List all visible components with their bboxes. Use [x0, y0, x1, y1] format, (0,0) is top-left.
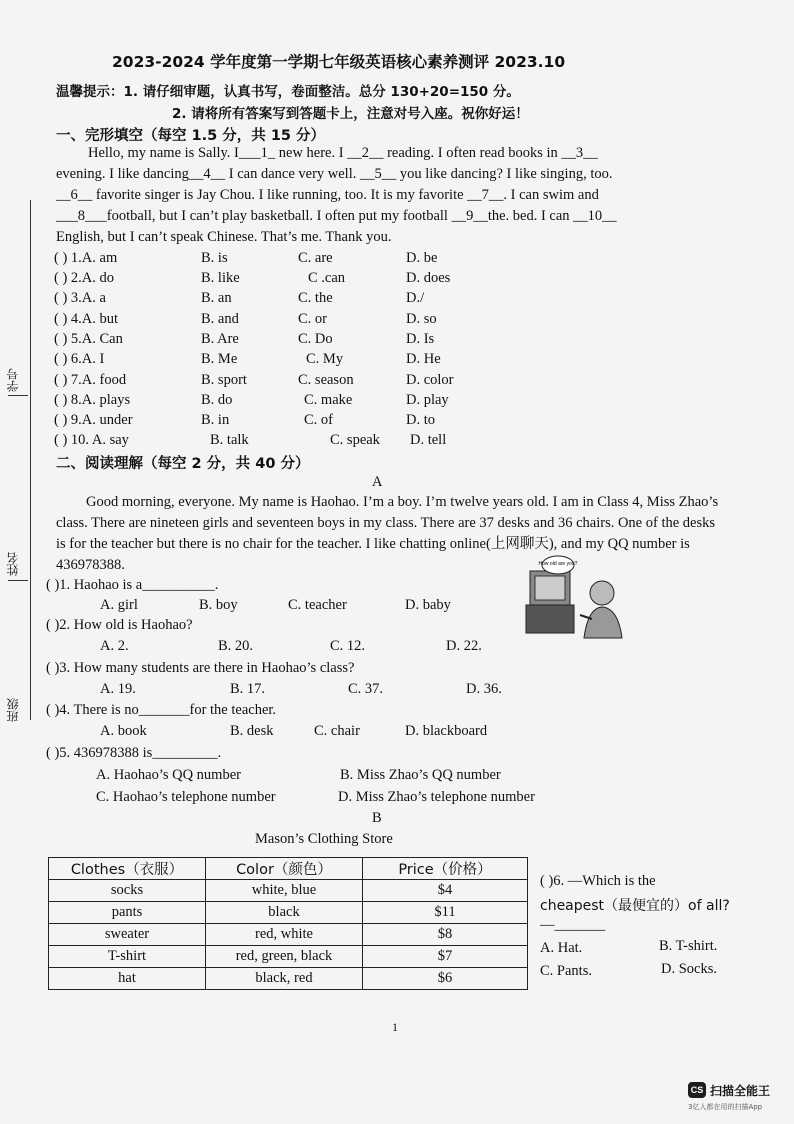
reading-q5-b: B. Miss Zhao’s QQ number [340, 767, 501, 783]
cloze-q6-c: C. My [306, 351, 344, 367]
reading-q3-c: C. 37. [348, 681, 384, 697]
cloze-q10-b: B. talk [210, 432, 249, 448]
reading-q4-c: C. chair [314, 723, 360, 739]
cloze-q3-stem: ( ) 3.A. a [54, 290, 106, 306]
cloze-q4-c: C. or [298, 311, 327, 327]
scanner-app-slogan: 3亿人都在用的扫描App [688, 1103, 763, 1111]
computer-desk [526, 605, 574, 633]
section1-heading: 一、完形填空（每空 1.5 分，共 15 分） [56, 128, 326, 144]
cell-clothes: T-shirt [49, 946, 206, 968]
reading-q3-d: D. 36. [466, 681, 502, 697]
part-a-label: A [372, 474, 383, 490]
reading-q6-c: C. Pants. [540, 963, 592, 979]
cloze-line-1: Hello, my name is Sally. I___1_ new here. I __2__ reading. I often read books in __3__ [88, 145, 598, 161]
header-color: Color（颜色） [206, 858, 363, 880]
header-clothes: Clothes（衣服） [49, 858, 206, 880]
section2-heading: 二、阅读理解（每空 2 分，共 40 分） [56, 456, 310, 472]
cloze-q9-d: D. to [406, 412, 435, 428]
cell-price: $4 [363, 880, 528, 902]
cloze-q6-stem: ( ) 6.A. I [54, 351, 105, 367]
name-blank [8, 580, 28, 581]
binding-line [30, 200, 31, 720]
cloze-q5-b: B. Are [201, 331, 239, 347]
screen [535, 576, 565, 600]
table-row [49, 924, 528, 946]
reading-q5-stem: ( )5. 436978388 is_________. [46, 745, 222, 761]
reading-q2-b: B. 20. [218, 638, 254, 654]
cell-color: white, blue [206, 880, 363, 902]
cloze-q5-c: C. Do [298, 331, 333, 347]
cloze-q5-stem: ( ) 5.A. Can [54, 331, 123, 347]
reading-q4-d: D. blackboard [405, 723, 488, 739]
cloze-q2-c: C .can [308, 270, 346, 286]
reading-q1-c: C. teacher [288, 597, 347, 613]
reading-q4-stem: ( )4. There is no_______for the teacher. [46, 702, 277, 718]
reading-q6-stem-1: ( )6. —Which is the [540, 873, 656, 889]
cell-clothes: sweater [49, 924, 206, 946]
tip-line-2: 2. 请将所有答案写到答题卡上，注意对号入座。祝你好运！ [172, 106, 529, 122]
reading-q1-stem: ( )1. Haohao is a__________. [46, 577, 219, 593]
cloze-q8-c: C. make [304, 392, 353, 408]
cell-price: $11 [363, 902, 528, 924]
bubble-text: How old are you? [538, 561, 578, 567]
cloze-q1-d: D. be [406, 250, 438, 266]
id-blank [8, 395, 28, 396]
reading-q5-c: C. Haohao’s telephone number [96, 789, 276, 805]
cloze-q2-d: D. does [406, 270, 451, 286]
clothing-price-table [48, 857, 528, 990]
cloze-q6-d: D. He [406, 351, 441, 367]
cloze-q8-b: B. do [201, 392, 233, 408]
cloze-q2-b: B. like [201, 270, 240, 286]
cell-color: red, green, black [206, 946, 363, 968]
table-row [49, 902, 528, 924]
cloze-q1-stem: ( ) 1.A. am [54, 250, 118, 266]
reading-q1-d: D. baby [405, 597, 451, 613]
boy-head [590, 581, 614, 605]
cell-color: black [206, 902, 363, 924]
reading-q6-stem-2: cheapest（最便宜的）of all? [540, 898, 730, 914]
cloze-line-2: evening. I like dancing__4__ I can dance very well. __5__ you like dancing? I like singing, too. [56, 166, 613, 182]
cloze-q10-c: C. speak [330, 432, 380, 448]
exam-title: 2023-2024 学年度第一学期七年级英语核心素养测评 2023.10 [112, 53, 566, 71]
part-a-passage: Good morning, everyone. My name is Haohao. I’m a boy. I’m twelve years old. I am in Class 4, Miss Zhao’s class. There are nineteen girls and seventeen boys in my class. There are 37 desks and 36 chairs. One of the desks is for the teacher but there is no chair for the teacher. I like chatting online(上网聊天), and my QQ number is 436978388. [56, 494, 719, 573]
part-b-label: B [372, 810, 382, 826]
cloze-q7-c: C. season [298, 372, 354, 388]
reading-q2-c: C. 12. [330, 638, 366, 654]
cloze-q7-d: D. color [406, 372, 454, 388]
reading-q3-a: A. 19. [100, 681, 136, 697]
cloze-q10-stem: ( ) 10. A. say [54, 432, 129, 448]
header-price: Price（价格） [363, 858, 528, 880]
cloze-q9-c: C. of [304, 412, 333, 428]
cloze-q3-b: B. an [201, 290, 232, 306]
scanner-app-name: 扫描全能王 [710, 1084, 771, 1098]
reading-q5-d: D. Miss Zhao’s telephone number [338, 789, 535, 805]
boy-body [584, 607, 622, 638]
cell-color: black, red [206, 968, 363, 990]
cloze-line-3: __6__ favorite singer is Jay Chou. I like running, too. It is my favorite __7__. I can swim and [56, 187, 599, 203]
page-number: 1 [392, 1020, 398, 1034]
cloze-q1-c: C. are [298, 250, 333, 266]
reading-q6-d: D. Socks. [661, 961, 717, 977]
cloze-q3-d: D./ [406, 290, 425, 306]
reading-q5-a: A. Haohao’s QQ number [96, 767, 241, 783]
cell-clothes: pants [49, 902, 206, 924]
reading-q4-a: A. book [100, 723, 147, 739]
cloze-q6-b: B. Me [201, 351, 238, 367]
reading-q6-b: B. T-shirt. [659, 938, 718, 954]
label-class: 班级 [6, 698, 20, 722]
cloze-q7-stem: ( ) 7.A. food [54, 372, 127, 388]
cloze-q4-d: D. so [406, 311, 437, 327]
cloze-q10-d: D. tell [410, 432, 447, 448]
cloze-q8-d: D. play [406, 392, 449, 408]
cloze-q5-d: D. Is [406, 331, 435, 347]
table-header-row [49, 858, 528, 880]
table-row [49, 946, 528, 968]
reading-q2-a: A. 2. [100, 638, 129, 654]
cell-color: red, white [206, 924, 363, 946]
reading-q2-d: D. 22. [446, 638, 482, 654]
cloze-q7-b: B. sport [201, 372, 247, 388]
table-row [49, 968, 528, 990]
cloze-q9-stem: ( ) 9.A. under [54, 412, 133, 428]
scanner-app-logo: CS [688, 1082, 706, 1098]
cloze-q4-stem: ( ) 4.A. but [54, 311, 119, 327]
cloze-q1-b: B. is [201, 250, 228, 266]
reading-q3-stem: ( )3. How many students are there in Haohao’s class? [46, 660, 355, 676]
cell-price: $8 [363, 924, 528, 946]
cell-price: $7 [363, 946, 528, 968]
reading-q6-stem-3: —_______ [540, 917, 606, 933]
label-name: 姓名 [6, 552, 20, 576]
reading-q6-a: A. Hat. [540, 940, 583, 956]
cloze-line-4: ___8___football, but I can’t play basketball. I often put my football __9__the. bed. I can __10__ [56, 208, 617, 224]
tip-line-1: 温馨提示：1. 请仔细审题，认真书写，卷面整洁。总分 130+20=150 分。 [56, 84, 520, 100]
reading-q4-b: B. desk [230, 723, 274, 739]
cell-clothes: hat [49, 968, 206, 990]
cloze-line-5: English, but I can’t speak Chinese. That’s me. Thank you. [56, 229, 392, 245]
store-title: Mason’s Clothing Store [255, 831, 393, 847]
cell-clothes: socks [49, 880, 206, 902]
reading-q3-b: B. 17. [230, 681, 266, 697]
reading-q2-stem: ( )2. How old is Haohao? [46, 617, 193, 633]
cloze-q4-b: B. and [201, 311, 239, 327]
cell-price: $6 [363, 968, 528, 990]
reading-q1-b: B. boy [199, 597, 238, 613]
cloze-q9-b: B. in [201, 412, 230, 428]
cloze-q3-c: C. the [298, 290, 333, 306]
label-student-id: 学号 [6, 368, 20, 392]
cloze-q8-stem: ( ) 8.A. plays [54, 392, 131, 408]
table-row [49, 880, 528, 902]
cloze-q2-stem: ( ) 2.A. do [54, 270, 115, 286]
boy-computer-illustration [522, 553, 630, 643]
reading-q1-a: A. girl [100, 597, 138, 613]
